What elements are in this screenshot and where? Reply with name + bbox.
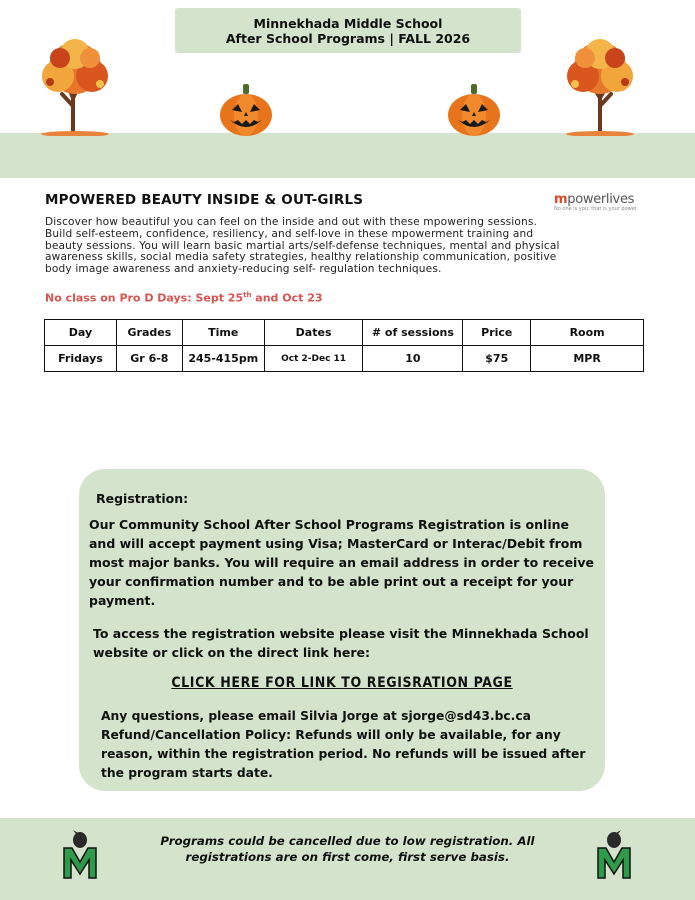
logo-brand-m: m (554, 192, 568, 207)
registration-panel (79, 469, 605, 791)
col-header-sessions: # of sessions (363, 320, 463, 346)
header-green-band (0, 133, 695, 178)
program-description: Discover how beautiful you can feel on the inside and out with these mpowering sessions. Build self-esteem, confidence, resiliency, and self-love in these mpowerment training and beauty sessions. You will learn basic martial arts/self-defense techniques, mental and physical awareness skills, social media safety strategies, healthy relationship communication, positive body image awareness and anxiety-reducing self- regulation techniques. (45, 216, 560, 276)
registration-access-info: To access the registration website please visit the Minnekhada School website or click on the direct link here: (93, 626, 589, 660)
col-header-time: Time (182, 320, 264, 346)
col-header-price: Price (463, 320, 531, 346)
cell-sessions: 10 (363, 346, 463, 372)
registration-contact (101, 707, 591, 783)
registration-info: Our Community School After School Programs Registration is online and will accept payment using Visa; MasterCard or Interac/Debit from most major banks. You will require an email address in order to receive your confirmation number and to be able print out a receipt for your payment. (89, 517, 594, 608)
no-class-superscript: th (243, 291, 252, 299)
logo-tagline: No one is you, that is your power (554, 206, 637, 212)
jack-o-lantern-icon (218, 82, 274, 138)
footer-line-1: Programs could be cancelled due to low registration. All (160, 834, 535, 848)
refund-policy-text: Refund/Cancellation Policy: Refunds will only be available, for any reason, within the registration period. No refunds will be issued after the program starts date. (101, 728, 586, 780)
schedule-header-row (45, 320, 644, 346)
autumn-tree-icon (555, 36, 645, 136)
col-header-dates: Dates (264, 320, 363, 346)
header-program-term: After School Programs | FALL 2026 (225, 31, 471, 46)
school-m-mascot-icon (60, 830, 100, 880)
col-header-day: Day (45, 320, 117, 346)
school-m-mascot-icon (594, 830, 634, 880)
table-row (45, 346, 644, 372)
no-class-text-end: and Oct 23 (251, 291, 323, 305)
cell-room: MPR (531, 346, 644, 372)
cell-grades: Gr 6-8 (116, 346, 182, 372)
cell-time: 245-415pm (182, 346, 264, 372)
header-title-box (175, 8, 521, 53)
questions-text: Any questions, please email Silvia Jorge at sjorge@sd43.bc.ca (101, 709, 531, 723)
no-class-notice (45, 291, 323, 305)
col-header-grades: Grades (116, 320, 182, 346)
footer-line-2: registrations are on first come, first serve basis. (185, 850, 510, 864)
cell-dates: Oct 2-Dec 11 (264, 346, 363, 372)
jack-o-lantern-icon (446, 82, 502, 138)
registration-link[interactable]: CLICK HERE FOR LINK TO REGISRATION PAGE (171, 675, 513, 691)
col-header-room: Room (531, 320, 644, 346)
footer-notice (130, 833, 565, 865)
no-class-text: No class on Pro D Days: Sept 25 (45, 291, 244, 305)
registration-label: Registration: (96, 491, 189, 506)
schedule-table (44, 319, 644, 372)
logo-brand-rest: powerlives (567, 192, 635, 207)
mpowerlives-logo (554, 192, 654, 216)
cell-day: Fridays (45, 346, 117, 372)
autumn-tree-icon (30, 36, 120, 136)
program-title: MPOWERED BEAUTY INSIDE & OUT-GIRLS (45, 192, 364, 208)
cell-price: $75 (463, 346, 531, 372)
header-school-name: Minnekhada Middle School (253, 16, 443, 31)
